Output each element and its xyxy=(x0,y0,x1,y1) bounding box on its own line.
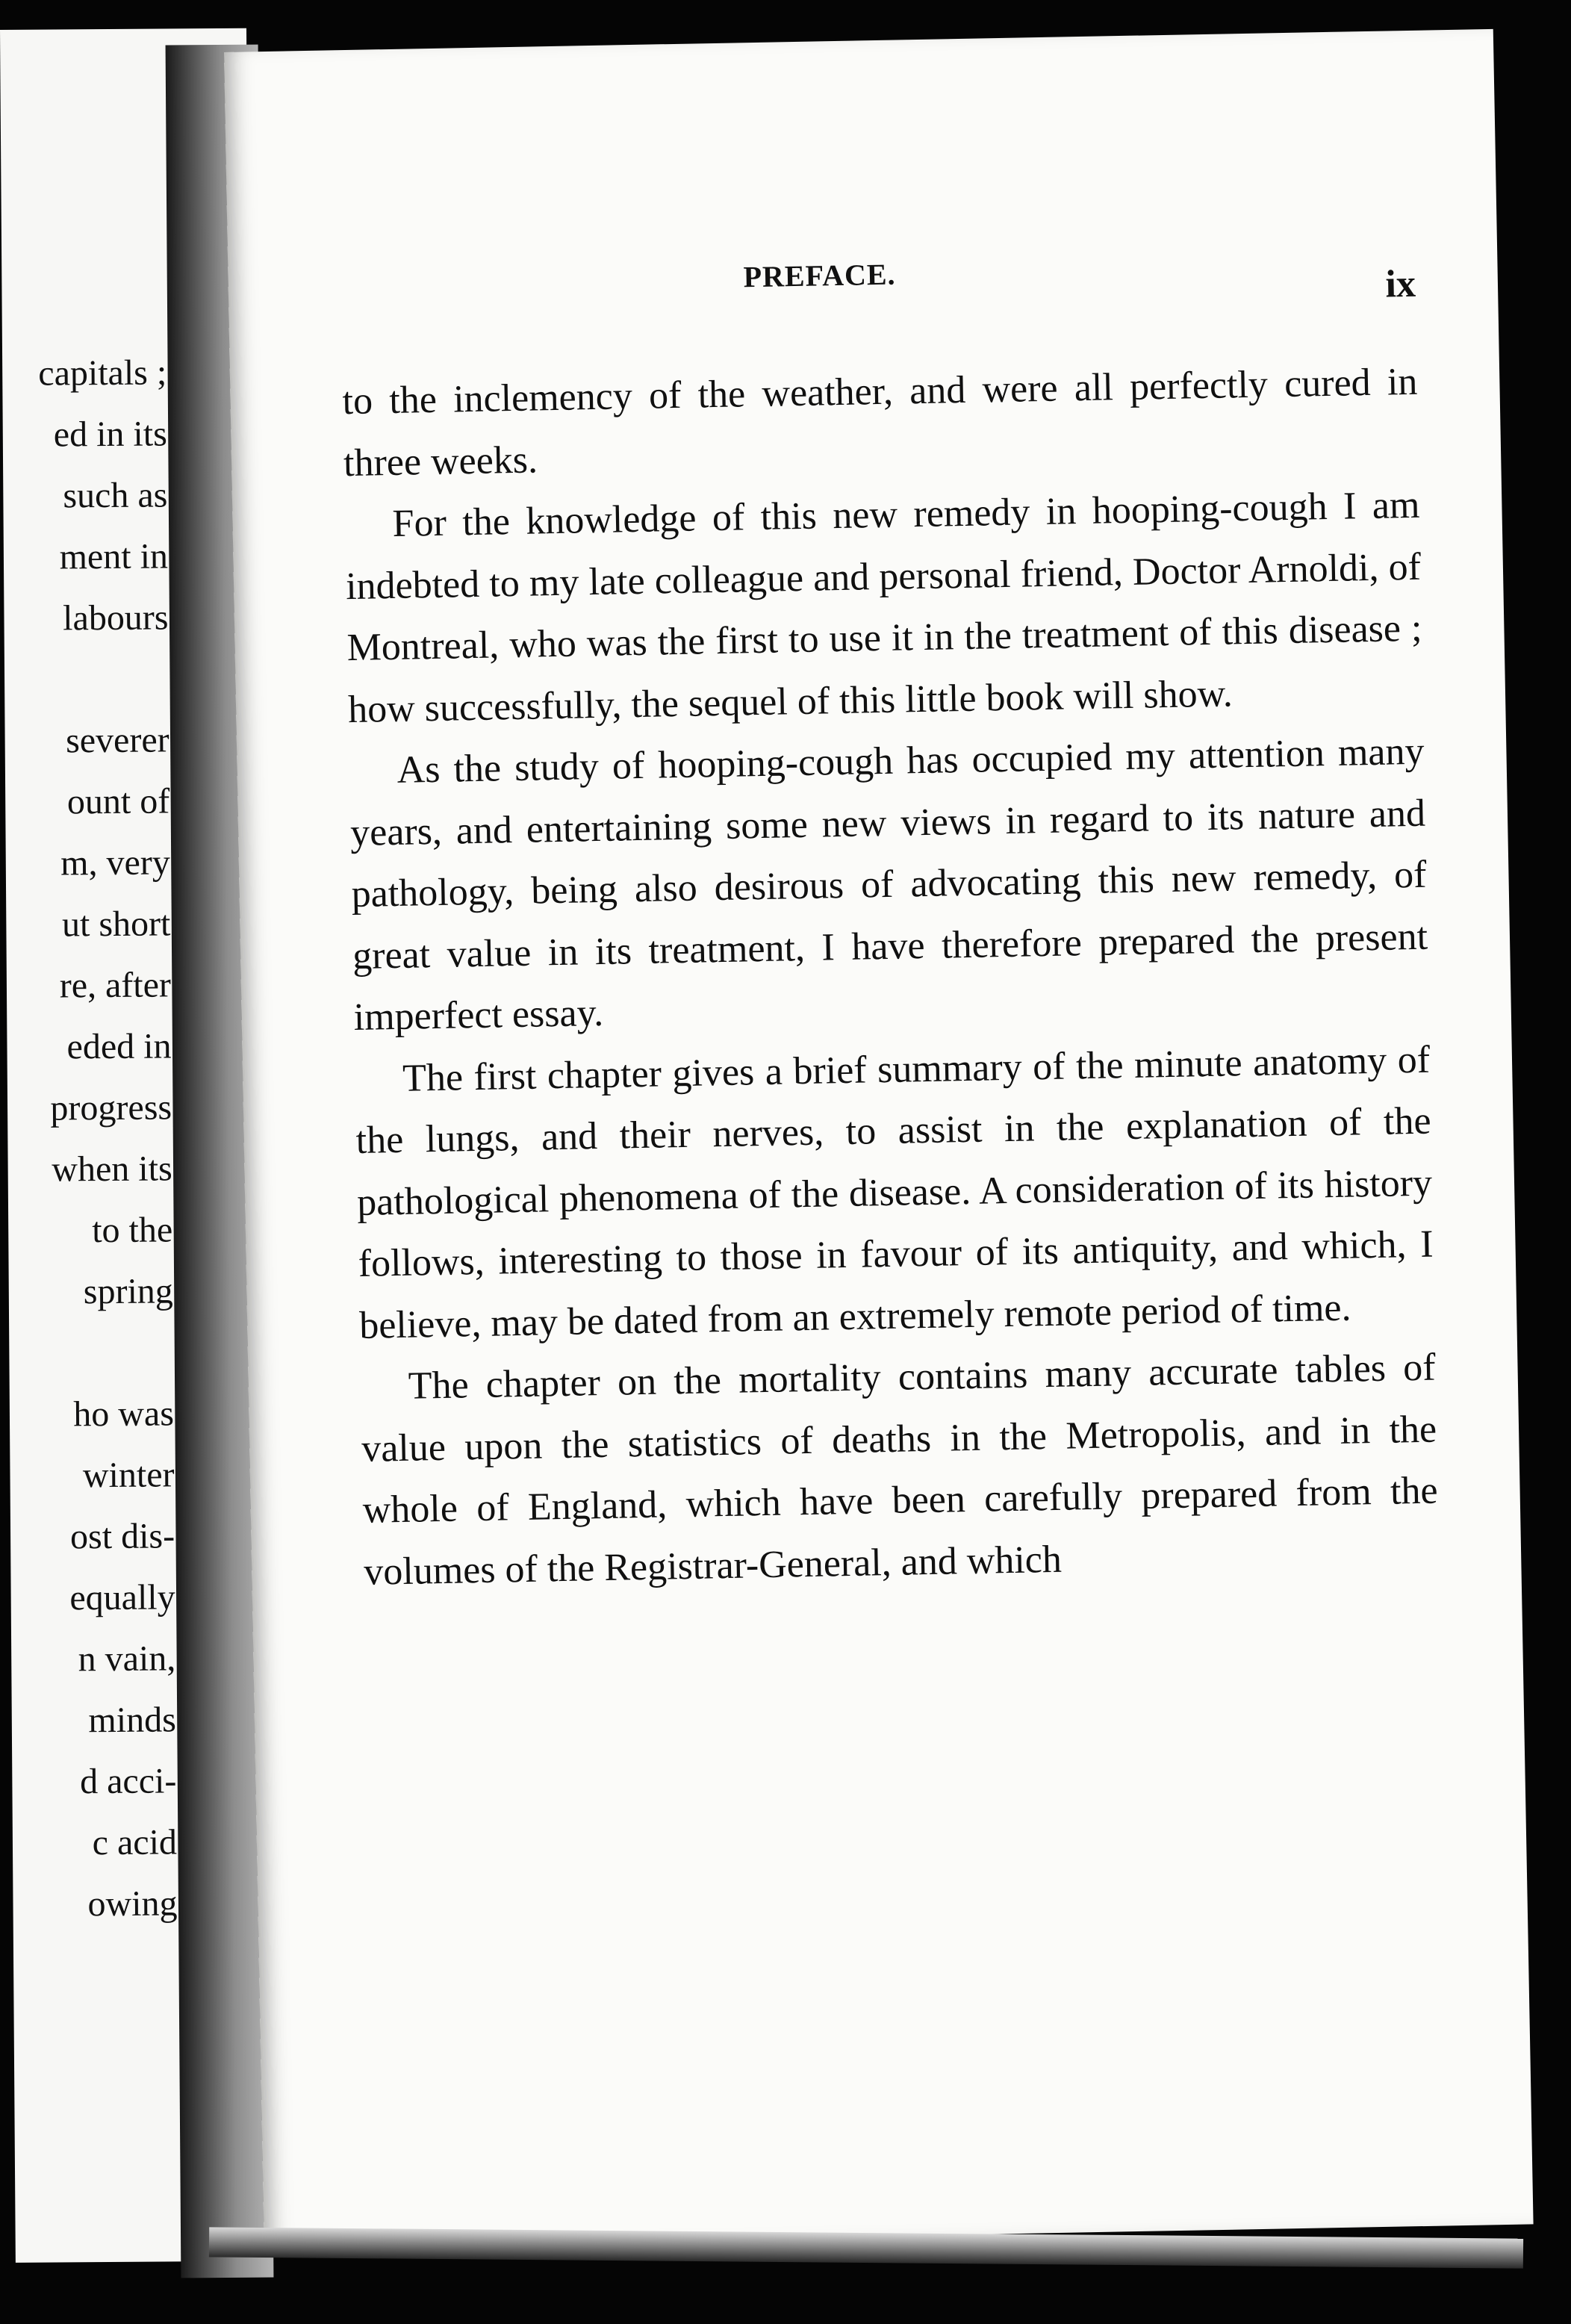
left-line: minds xyxy=(88,1700,176,1741)
left-line: such as xyxy=(63,475,168,516)
left-line-gap xyxy=(0,648,169,711)
paragraph: The first chapter gives a brief summary of the minute anatomy of the lungs, and their nerves, to assist in the explanation of the pathological phenomena of the disease. A consideration of its history follows, interesting to those in favour of its antiquity, and which, I believe, may be dated from an extremely remote period of time. xyxy=(355,1038,1434,1347)
left-line: ount of xyxy=(66,781,170,822)
left-line: c acid xyxy=(92,1822,178,1863)
left-line: to the xyxy=(92,1210,173,1251)
left-line: owing xyxy=(87,1883,178,1924)
left-line: ut short xyxy=(61,904,171,945)
right-page xyxy=(224,29,1534,2248)
left-page-text xyxy=(0,342,178,1936)
left-line: ost dis- xyxy=(69,1516,175,1557)
left-line: ment in xyxy=(59,536,169,577)
left-line: d acci- xyxy=(79,1761,177,1802)
running-head: PREFACE. xyxy=(743,257,896,294)
left-line: severer xyxy=(65,720,169,761)
left-line: ed in its xyxy=(53,414,167,455)
left-line: winter xyxy=(82,1455,175,1496)
left-line: re, after xyxy=(59,965,172,1006)
left-line: m, very xyxy=(60,842,170,883)
paragraph: For the knowledge of this new remedy in hooping-cough I am indebted to my late colleague and personal friend, Doctor Arnoldi, of Montreal, who was the first to use it in the treatment of this disease ; how successfully, the sequel of this little book will show. xyxy=(345,483,1422,731)
page-header xyxy=(228,246,1498,336)
left-line: eded in xyxy=(66,1026,172,1067)
page-bottom-edge xyxy=(209,2227,1523,2268)
body-text xyxy=(342,352,1440,1603)
page-number: ix xyxy=(1384,262,1416,306)
left-line: labours xyxy=(63,597,169,639)
paragraph: As the study of hooping-cough has occupied my attention many years, and entertaining some new views in regard to its nature and pathology, being also desirous of advocating this new remedy, of great value in its treatment, I have therefore prepared the present imperfect essay. xyxy=(349,730,1428,1040)
left-line: when its xyxy=(52,1149,172,1190)
left-line: capitals ; xyxy=(38,352,167,394)
paragraph: to the inclemency of the weather, and were all perfectly cured in three weeks. xyxy=(342,360,1418,485)
left-line: progress xyxy=(50,1087,172,1128)
left-line: ho was xyxy=(73,1394,175,1435)
left-line-gap xyxy=(0,1322,174,1385)
left-line: n vain, xyxy=(78,1638,176,1680)
left-line: spring xyxy=(83,1271,173,1312)
paragraph: The chapter on the mortality contains many accurate tables of value upon the statistics of deaths in the Metropolis, and in the whole of England, which have been carefully prepared from the volumes of the Registrar-General, and which xyxy=(361,1346,1439,1594)
left-line: equally xyxy=(69,1577,175,1618)
